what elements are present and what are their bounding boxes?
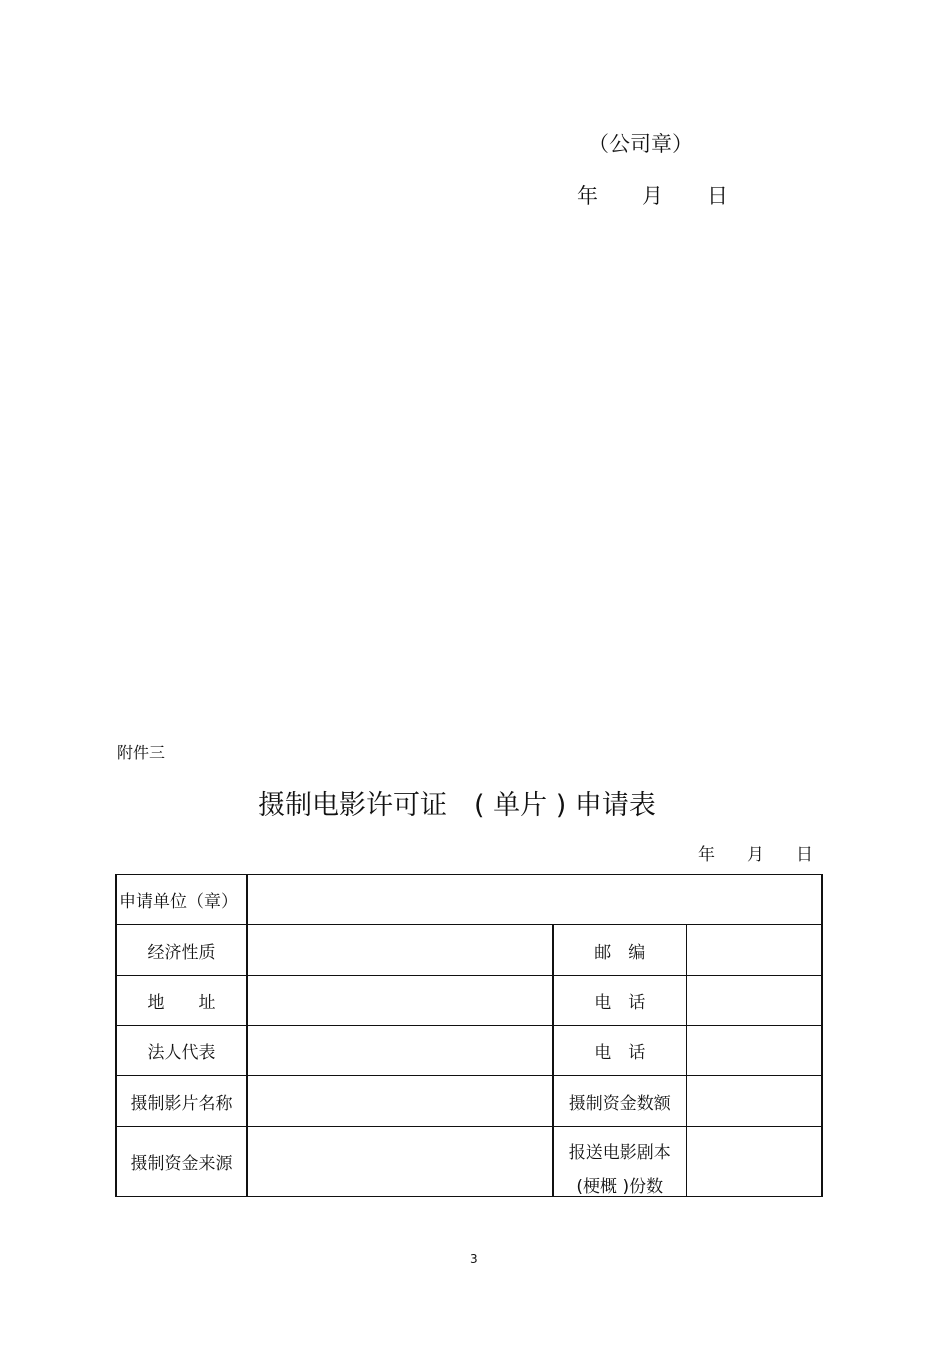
form-date-year: 年 (698, 845, 715, 865)
company-seal-text: （公司章） (588, 132, 693, 156)
table-row (116, 1026, 822, 1076)
economic-nature-field[interactable] (247, 925, 553, 976)
phone2-field[interactable] (686, 1026, 822, 1076)
phone2-label: 电 话 (553, 1026, 686, 1076)
legal-rep-label: 法人代表 (116, 1026, 247, 1076)
applicant-label: 申请单位（章） (116, 875, 247, 925)
applicant-field[interactable] (247, 875, 822, 925)
table-row (116, 976, 822, 1026)
film-name-field[interactable] (247, 1076, 553, 1127)
fund-amount-label: 摄制资金数额 (553, 1076, 686, 1127)
form-date-day: 日 (796, 845, 813, 865)
address-label: 地 址 (116, 976, 247, 1026)
top-date-year: 年 (577, 184, 598, 208)
form-date (698, 840, 813, 865)
address-field[interactable] (247, 976, 553, 1026)
postcode-field[interactable] (686, 925, 822, 976)
top-date-day: 日 (707, 184, 728, 208)
fund-source-label: 摄制资金来源 (116, 1127, 247, 1197)
script-copies-field[interactable] (686, 1127, 822, 1197)
table-row (116, 925, 822, 976)
fund-amount-field[interactable] (686, 1076, 822, 1127)
fund-source-field[interactable] (247, 1127, 553, 1197)
script-copies-line2: (梗概 )份数 (576, 1176, 664, 1197)
top-date-month: 月 (642, 184, 663, 208)
phone-field[interactable] (686, 976, 822, 1026)
top-date (577, 180, 728, 210)
script-copies-label (553, 1127, 686, 1197)
table-row (116, 875, 822, 925)
page-number: 3 (470, 1252, 478, 1266)
film-name-label: 摄制影片名称 (116, 1076, 247, 1127)
attachment-label: 附件三 (117, 743, 166, 762)
legal-rep-field[interactable] (247, 1026, 553, 1076)
table-row (116, 1076, 822, 1127)
table-row (116, 1127, 822, 1197)
economic-nature-label: 经济性质 (116, 925, 247, 976)
postcode-label: 邮 编 (553, 925, 686, 976)
form-date-month: 月 (747, 845, 764, 865)
form-title: 摄制电影许可证 ( 单片 ) 申请表 (258, 790, 656, 821)
phone-label: 电 话 (553, 976, 686, 1026)
application-form-table (115, 874, 823, 1197)
script-copies-line1: 报送电影剧本 (568, 1142, 671, 1163)
